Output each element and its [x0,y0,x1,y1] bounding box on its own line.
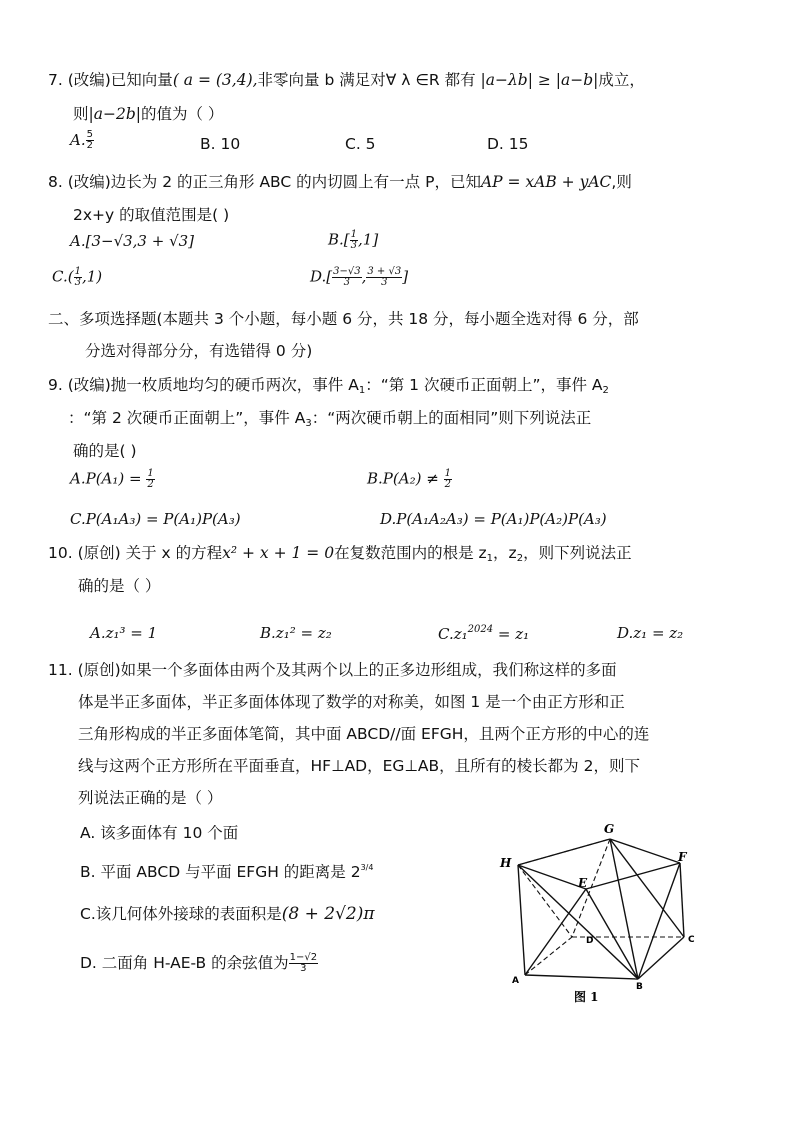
q8-option-b-prefix: B.[ [328,230,350,249]
q10-option-d: D.z₁ = z₂ [617,624,684,642]
q9-option-b-fraction [444,469,452,490]
edge-EB [586,889,638,979]
q9-sub-3: 3 [305,418,312,429]
q9-option-a [70,469,155,490]
edge-FC [680,863,684,937]
q9-sub-2: 2 [602,385,609,396]
section2-heading-line1: 二、多项选择题(本题共 3 个小题，每小题 6 分，共 18 分，每小题全选对得 6 分，部 [48,310,639,328]
q8-option-c-suffix: ,1) [81,267,103,286]
q8-option-b [328,230,378,251]
q10-sub-2: 2 [516,553,524,564]
edge-AB [525,975,638,979]
q8-tail: ,则 [611,173,632,191]
q8-option-d-prefix: D.[ [310,267,333,286]
q7-vector-a: ( a = (3,4), [172,71,258,89]
vertex-label-C: C [688,935,695,945]
hidden-edge-HD [518,865,572,937]
fraction-numerator: 1 [74,266,81,277]
fraction-numerator: 3−√3 [333,266,361,277]
q9-option-d: D.P(A₁A₂A₃) = P(A₁)P(A₂)P(A₃) [380,510,607,528]
q11-option-b-exponent: 3/4 [360,863,374,872]
q7-expr: |a−2b| [88,105,141,123]
q9-option-a-prefix: A.P(A₁) = [70,469,142,488]
edge-FB [638,863,680,979]
q10-option-c-suffix: = z₁ [493,625,530,643]
q10-roots: 在复数范围内的根是 z [334,544,487,562]
q7-intro: 7. (改编)已知向量 [48,71,173,89]
q9-option-b [367,469,452,490]
q7-then: 则 [73,105,89,123]
q10-equation: x² + x + 1 = 0 [222,544,335,562]
q11-line1: 11. (原创)如果一个多面体由两个及其两个以上的正多边形组成，我们称这样的多面 [48,661,617,679]
fraction-denominator: 2 [444,479,451,490]
q11-line2: 体是半正多面体，半正多面体体现了数学的对称美，如图 1 是一个由正方形和正 [78,693,625,711]
q8-option-d-separator: , [361,267,367,286]
q10-sub-1: 1 [486,553,494,564]
q11-option-a: A. 该多面体有 10 个面 [80,824,239,842]
q8-option-b-suffix: ,1] [358,230,379,249]
q10-intro: 10. (原创) 关于 x 的方程 [48,544,223,562]
fraction-denominator: 3 [74,277,81,288]
q9-line2 [68,408,591,434]
q7-option-d: D. 15 [487,135,529,153]
fraction-numerator: 1−√2 [289,952,318,963]
q9-intro: 9. (改编)抛一枚质地均匀的硬币两次，事件 A [48,376,359,394]
q8-option-c-prefix: C.( [52,267,74,286]
q11-option-c-math: (8 + 2√2)π [281,904,375,924]
q8-intro: 8. (改编)边长为 2 的正三角形 ABC 的内切圆上有一点 P，已知 [48,173,481,191]
section2-heading-line2: 分选对得部分分，有选错得 0 分) [85,342,313,360]
q8-line2: 2x+y 的取值范围是( ) [73,206,230,224]
edge-GF [610,839,680,863]
edge-EA [525,889,586,975]
q9-sub-1: 1 [358,385,366,396]
q10-option-b: B.z₁² = z₂ [260,624,332,642]
q9-event2: ：“第 2 次硬币正面朝上”，事件 A [68,409,306,427]
q10-option-a: A.z₁³ = 1 [90,624,158,642]
vertex-label-E: E [578,876,588,890]
fraction-denominator: 2 [86,140,93,151]
q7-option-a [70,130,94,151]
q10-tail: ，则下列说法正 [523,544,632,562]
q8-option-d-fraction-1 [332,267,361,288]
q10-comma: ，z [493,544,517,562]
q7-tail: 成立， [598,71,645,89]
q9-event3: ：“两次硬币朝上的面相同”则下列说法正 [311,409,592,427]
q8-option-d [310,267,408,288]
q11-line5: 列说法正确的是（ ） [78,789,223,807]
edge-HE [518,865,586,889]
q11-line4: 线与这两个正方形所在平面垂直，HF⊥AD，EG⊥AB，且所有的棱长都为 2，则下 [78,757,640,775]
q9-option-a-fraction [146,469,154,490]
q11-option-d-fraction [289,953,318,974]
q7-option-a-fraction [86,130,94,151]
q10-line2: 确的是（ ） [78,577,161,595]
fraction-numerator: 3 + √3 [367,266,402,277]
vertex-label-G: G [604,822,615,836]
vertex-label-B: B [636,982,643,992]
q8-option-d-suffix: ] [402,267,409,286]
q11-line3: 三角形构成的半正多面体笔简，其中面 ABCD//面 EFGH，且两个正方形的中心的连 [78,725,650,743]
fraction-numerator: 1 [147,468,154,479]
figure-caption: 图 1 [574,990,599,1004]
q8-option-b-fraction [350,230,358,251]
q7-option-c: C. 5 [345,135,376,153]
fraction-denominator: 3 [343,277,351,288]
edge-GB [610,839,638,979]
fraction-numerator: 1 [444,468,451,479]
q11-option-d-text: D. 二面角 H-AE-B 的余弦值为 [80,954,289,972]
q7-option-a-prefix: A. [70,131,86,149]
fraction-numerator: 5 [86,129,93,140]
fraction-numerator: 1 [350,229,358,240]
q8-option-c-fraction [74,267,82,288]
vertex-label-D: D [586,936,594,946]
q9-line1 [48,375,609,401]
q7-option-b: B. 10 [200,135,241,153]
fraction-denominator: 2 [147,479,154,490]
q8-vector-expr: AP = xAB + yAC [480,173,612,191]
q7-condition: 非零向量 b 满足对∀ λ ∈R 都有 [257,71,476,89]
q10-option-c-prefix: C.z₁ [438,625,468,643]
q7-inequality: |a−λb| ≥ |a−b| [480,71,599,89]
q7-value-prompt: 的值为（ ） [140,105,224,123]
fraction-denominator: 3 [350,240,358,251]
q9-event1: ：“第 1 次硬币正面朝上”，事件 A [365,376,603,394]
q9-option-c: C.P(A₁A₃) = P(A₁)P(A₃) [70,510,241,528]
q9-option-b-prefix: B.P(A₂) ≠ [367,469,439,488]
fraction-denominator: 3 [300,963,307,974]
q11-option-c [80,904,375,924]
edge-EF [586,863,680,889]
q11-option-b-text: B. 平面 ABCD 与平面 EFGH 的距离是 2 [80,863,361,881]
q11-option-c-text: C.该几何体外接球的表面积是 [80,905,282,923]
q11-option-d [80,953,318,974]
q7-line2 [73,104,223,124]
q10-line1 [48,543,632,569]
fraction-denominator: 3 [381,277,388,288]
q10-option-c-exponent: 2024 [467,624,494,635]
vertex-label-A: A [512,976,519,986]
edge-HA [518,865,525,975]
polyhedron-figure [490,815,720,1010]
q9-line3: 确的是( ) [73,442,137,460]
q11-option-b [80,858,373,882]
edge-GC [610,839,684,937]
vertex-label-H: H [500,856,512,870]
q8-option-d-fraction-2 [366,267,402,288]
q7-line1 [48,70,645,90]
q8-line1 [48,172,632,192]
q8-option-a: A.[3−√3,3 + √3] [70,232,195,250]
q8-option-c [52,267,102,288]
vertex-label-F: F [678,850,687,864]
q10-option-c [438,624,529,643]
